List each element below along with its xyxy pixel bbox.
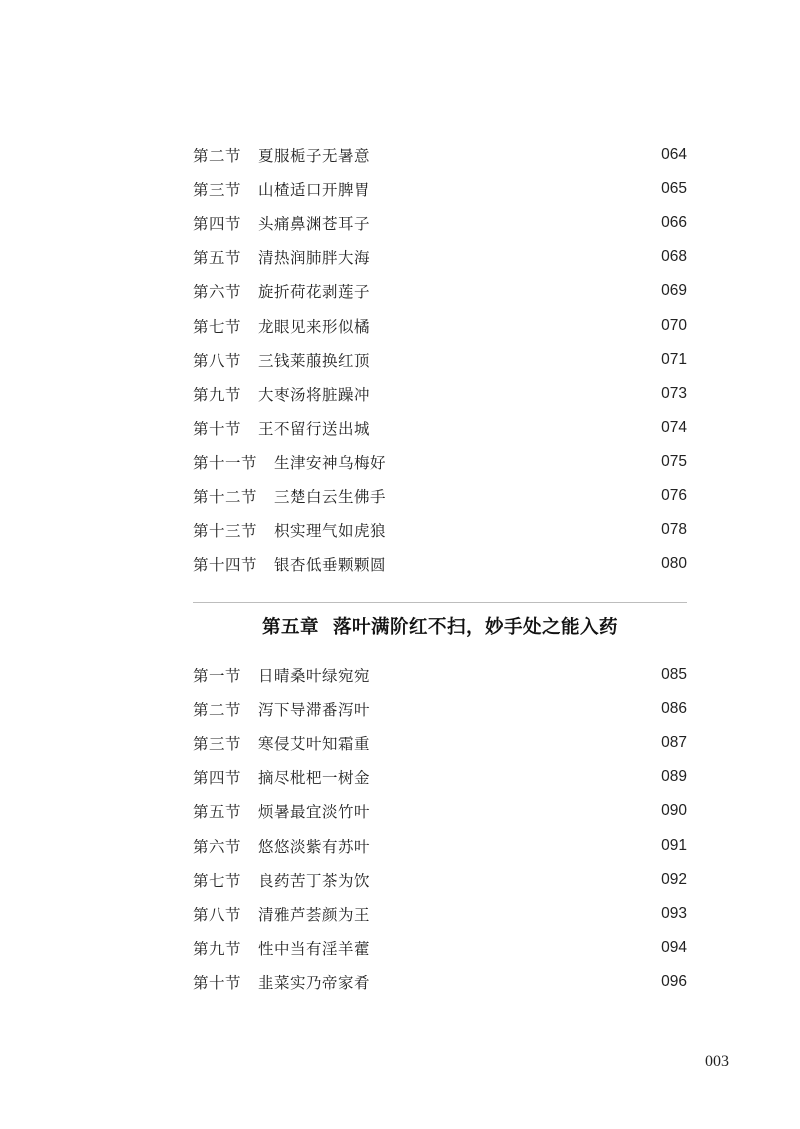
- page-reference: 075: [661, 452, 687, 470]
- section-title: 良药苦丁茶为饮: [258, 871, 371, 890]
- page-reference: 071: [661, 350, 687, 368]
- section-title: 寒侵艾叶知霜重: [258, 735, 371, 754]
- section-number: 第三节: [193, 735, 242, 754]
- toc-entry[interactable]: [193, 343, 687, 377]
- section-number: 第十二节: [193, 487, 258, 506]
- toc-entry[interactable]: [193, 931, 687, 965]
- section-number: 第十一节: [193, 453, 258, 472]
- toc-entry[interactable]: [193, 172, 687, 206]
- section-title: 韭菜实乃帝家肴: [258, 973, 371, 992]
- section-title: 枳实理气如虎狼: [274, 522, 387, 541]
- page-reference: 093: [661, 904, 687, 922]
- toc-entry[interactable]: [193, 794, 687, 828]
- page-reference: 078: [661, 521, 687, 539]
- page-reference: 085: [661, 666, 687, 684]
- chapter-title: 落叶满阶红不扫，妙手处之能入药: [333, 617, 619, 638]
- section-title: 王不留行送出城: [258, 419, 371, 438]
- section-title: 夏服栀子无暑意: [258, 147, 371, 166]
- section-title: 三钱莱菔换红顶: [258, 351, 371, 370]
- toc-entry[interactable]: [193, 274, 687, 308]
- toc-entry[interactable]: [193, 658, 687, 692]
- section-title: 性中当有淫羊藿: [258, 939, 371, 958]
- section-title: 清热润肺胖大海: [258, 249, 371, 268]
- page-reference: 064: [661, 146, 687, 164]
- section-number: 第一节: [193, 667, 242, 686]
- section-title: 头痛鼻渊苍耳子: [258, 215, 371, 234]
- page-reference: 094: [661, 938, 687, 956]
- toc-entry[interactable]: [193, 828, 687, 862]
- section-title: 龙眼见来形似橘: [258, 317, 371, 336]
- toc-entry[interactable]: [193, 206, 687, 240]
- page-reference: 092: [661, 870, 687, 888]
- section-title: 清雅芦荟颜为王: [258, 905, 371, 924]
- chapter-label: 第五章: [261, 617, 319, 638]
- toc-entry[interactable]: [193, 863, 687, 897]
- section-number: 第九节: [193, 385, 242, 404]
- toc-list-chapter-5: [193, 658, 687, 999]
- section-title: 三楚白云生佛手: [274, 487, 387, 506]
- toc-entry[interactable]: [193, 138, 687, 172]
- page-reference: 087: [661, 734, 687, 752]
- section-number: 第七节: [193, 317, 242, 336]
- section-title: 摘尽枇杷一树金: [258, 769, 371, 788]
- section-number: 第四节: [193, 215, 242, 234]
- page-reference: 091: [661, 836, 687, 854]
- section-number: 第十四节: [193, 556, 258, 575]
- section-number: 第九节: [193, 939, 242, 958]
- toc-entry[interactable]: [193, 377, 687, 411]
- toc-entry[interactable]: [193, 547, 687, 581]
- section-number: 第八节: [193, 905, 242, 924]
- section-number: 第八节: [193, 351, 242, 370]
- section-number: 第六节: [193, 283, 242, 302]
- toc-entry[interactable]: [193, 692, 687, 726]
- section-number: 第十节: [193, 419, 242, 438]
- toc-entry[interactable]: [193, 411, 687, 445]
- page-reference: 066: [661, 214, 687, 232]
- page-reference: 074: [661, 418, 687, 436]
- section-number: 第七节: [193, 871, 242, 890]
- page-reference: 073: [661, 384, 687, 402]
- section-number: 第五节: [193, 249, 242, 268]
- toc-entry[interactable]: [193, 445, 687, 479]
- toc-entry[interactable]: [193, 240, 687, 274]
- toc-entry[interactable]: [193, 726, 687, 760]
- page-reference: 065: [661, 180, 687, 198]
- section-title: 泻下导滞番泻叶: [258, 701, 371, 720]
- section-number: 第四节: [193, 769, 242, 788]
- section-title: 银杏低垂颗颗圆: [274, 556, 387, 575]
- section-title: 旋折荷花剥莲子: [258, 283, 371, 302]
- toc-list-chapter-4: [193, 138, 687, 581]
- page-reference: 096: [661, 972, 687, 990]
- section-number: 第六节: [193, 837, 242, 856]
- toc-entry[interactable]: [193, 513, 687, 547]
- chapter-heading[interactable]: [193, 613, 687, 639]
- section-number: 第三节: [193, 181, 242, 200]
- section-title: 山楂适口开脾胃: [258, 181, 371, 200]
- page-reference: 076: [661, 486, 687, 504]
- section-number: 第十节: [193, 973, 242, 992]
- page-reference: 068: [661, 248, 687, 266]
- section-number: 第二节: [193, 147, 242, 166]
- toc-entry[interactable]: [193, 760, 687, 794]
- page-reference: 086: [661, 700, 687, 718]
- toc-entry[interactable]: [193, 897, 687, 931]
- section-title: 日晴桑叶绿宛宛: [258, 667, 371, 686]
- toc-entry[interactable]: [193, 479, 687, 513]
- page-reference: 069: [661, 282, 687, 300]
- page-reference: 080: [661, 555, 687, 573]
- section-number: 第二节: [193, 701, 242, 720]
- section-title: 大枣汤将脏躁冲: [258, 385, 371, 404]
- page-reference: 090: [661, 802, 687, 820]
- section-number: 第十三节: [193, 522, 258, 541]
- page-number: 003: [705, 1053, 729, 1070]
- toc-entry[interactable]: [193, 308, 687, 342]
- section-number: 第五节: [193, 803, 242, 822]
- section-title: 烦暑最宜淡竹叶: [258, 803, 371, 822]
- toc-entry[interactable]: [193, 965, 687, 999]
- section-title: 生津安神乌梅好: [274, 453, 387, 472]
- chapter-divider: [193, 602, 687, 603]
- page-reference: 089: [661, 768, 687, 786]
- page-reference: 070: [661, 316, 687, 334]
- section-title: 悠悠淡紫有苏叶: [258, 837, 371, 856]
